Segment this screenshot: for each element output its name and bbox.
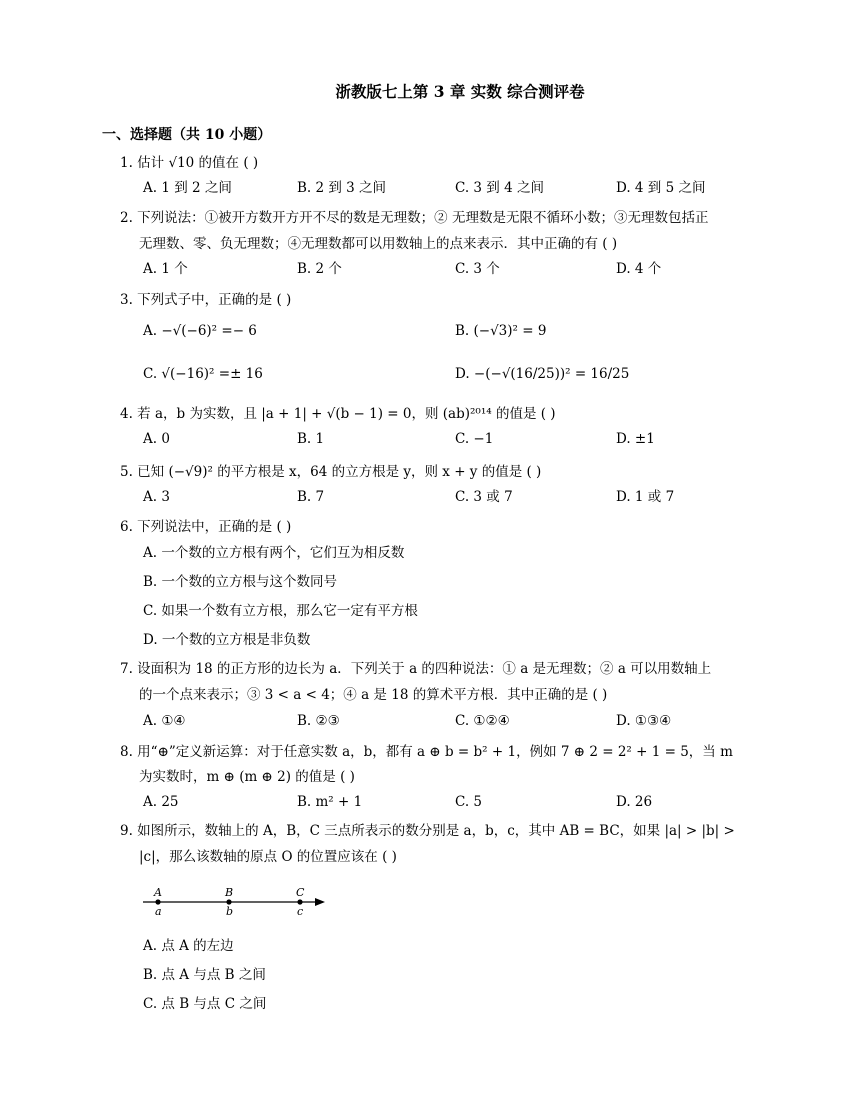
q3-option-b: B. (−√3)² = 9 bbox=[455, 323, 547, 339]
q4-option-c: C. −1 bbox=[455, 431, 494, 447]
question-8-line1: 8. 用“⊕”定义新运算：对于任意实数 a，b，都有 a ⊕ b = b² + 1，例如 7 ⊕ 2 = 2² + 1 = 5，当 m bbox=[120, 744, 733, 760]
q1-option-c: C. 3 到 4 之间 bbox=[455, 180, 544, 196]
q2-option-d: D. 4 个 bbox=[616, 261, 662, 277]
q7-option-b: B. ②③ bbox=[297, 713, 340, 729]
q6-option-d: D. 一个数的立方根是非负数 bbox=[143, 632, 311, 648]
question-9-line2: |c|，那么该数轴的原点 O 的位置应该在 ( ) bbox=[139, 849, 397, 865]
q5-option-c: C. 3 或 7 bbox=[455, 489, 513, 505]
value-b-label: b bbox=[226, 905, 234, 918]
q3-option-a: A. −√(−6)² =− 6 bbox=[143, 323, 257, 339]
question-7-line2: 的一个点来表示；③ 3 < a < 4；④ a 是 18 的算术平方根．其中正确的是 ( ) bbox=[139, 687, 608, 703]
question-8-line2: 为实数时，m ⊕ (m ⊕ 2) 的值是 ( ) bbox=[139, 769, 355, 785]
q6-option-b: B. 一个数的立方根与这个数同号 bbox=[143, 574, 338, 590]
question-6-stem: 6. 下列说法中，正确的是 ( ) bbox=[120, 519, 292, 535]
q9-option-b: B. 点 A 与点 B 之间 bbox=[143, 967, 266, 983]
point-a-label: A bbox=[154, 886, 162, 899]
q6-option-a: A. 一个数的立方根有两个，它们互为相反数 bbox=[143, 545, 405, 561]
q1-option-d: D. 4 到 5 之间 bbox=[616, 180, 706, 196]
q1-option-a: A. 1 到 2 之间 bbox=[143, 180, 232, 196]
question-5-stem: 5. 已知 (−√9)² 的平方根是 x，64 的立方根是 y，则 x + y 的值是 ( ) bbox=[120, 464, 542, 480]
q5-option-a: A. 3 bbox=[143, 489, 170, 505]
question-7-line1: 7. 设面积为 18 的正方形的边长为 a．下列关于 a 的四种说法：① a 是无理数；② a 可以用数轴上 bbox=[120, 661, 712, 677]
q2-option-a: A. 1 个 bbox=[143, 261, 188, 277]
question-2-line1: 2. 下列说法：①被开方数开方开不尽的数是无理数；② 无理数是无限不循环小数；③无理数包括正 bbox=[120, 210, 709, 226]
section-heading: 一、选择题（共 10 小题） bbox=[102, 127, 272, 143]
point-c-dot bbox=[297, 899, 302, 904]
q7-option-c: C. ①②④ bbox=[455, 713, 510, 729]
q8-option-d: D. 26 bbox=[616, 794, 653, 810]
value-a-label: a bbox=[155, 905, 162, 918]
point-c-label: C bbox=[296, 886, 305, 899]
q3-option-c: C. √(−16)² =± 16 bbox=[143, 366, 263, 382]
q5-option-d: D. 1 或 7 bbox=[616, 489, 675, 505]
point-b-dot bbox=[226, 899, 231, 904]
number-line-arrow-icon bbox=[315, 898, 325, 906]
point-a-dot bbox=[155, 899, 160, 904]
q8-option-b: B. m² + 1 bbox=[297, 794, 363, 810]
q3-option-d: D. −(−√(16/25))² = 16/25 bbox=[455, 366, 630, 382]
q7-option-a: A. ①④ bbox=[143, 713, 186, 729]
number-line-figure bbox=[143, 882, 333, 922]
q5-option-b: B. 7 bbox=[297, 489, 325, 505]
q8-option-c: C. 5 bbox=[455, 794, 483, 810]
q2-option-b: B. 2 个 bbox=[297, 261, 342, 277]
point-b-label: B bbox=[225, 886, 234, 899]
q2-option-c: C. 3 个 bbox=[455, 261, 500, 277]
q4-option-d: D. ±1 bbox=[616, 431, 655, 447]
q4-option-a: A. 0 bbox=[143, 431, 170, 447]
q1-option-b: B. 2 到 3 之间 bbox=[297, 180, 387, 196]
value-c-label: c bbox=[297, 905, 304, 918]
page-title: 浙教版七上第 3 章 实数 综合测评卷 bbox=[335, 82, 585, 101]
question-1-stem: 1. 估计 √10 的值在 ( ) bbox=[120, 155, 259, 171]
q9-option-c: C. 点 B 与点 C 之间 bbox=[143, 996, 267, 1012]
q4-option-b: B. 1 bbox=[297, 431, 325, 447]
q9-option-a: A. 点 A 的左边 bbox=[143, 938, 234, 954]
question-2-line2: 无理数、零、负无理数；④无理数都可以用数轴上的点来表示．其中正确的有 ( ) bbox=[139, 236, 618, 252]
question-3-stem: 3. 下列式子中，正确的是 ( ) bbox=[120, 292, 292, 308]
question-9-line1: 9. 如图所示，数轴上的 A，B，C 三点所表示的数分别是 a，b，c，其中 AB = BC，如果 |a| > |b| > bbox=[120, 823, 735, 839]
q7-option-d: D. ①③④ bbox=[616, 713, 672, 729]
question-4-stem: 4. 若 a，b 为实数，且 |a + 1| + √(b − 1) = 0，则 (ab)²⁰¹⁴ 的值是 ( ) bbox=[120, 406, 556, 422]
q6-option-c: C. 如果一个数有立方根，那么它一定有平方根 bbox=[143, 603, 418, 619]
q8-option-a: A. 25 bbox=[143, 794, 179, 810]
